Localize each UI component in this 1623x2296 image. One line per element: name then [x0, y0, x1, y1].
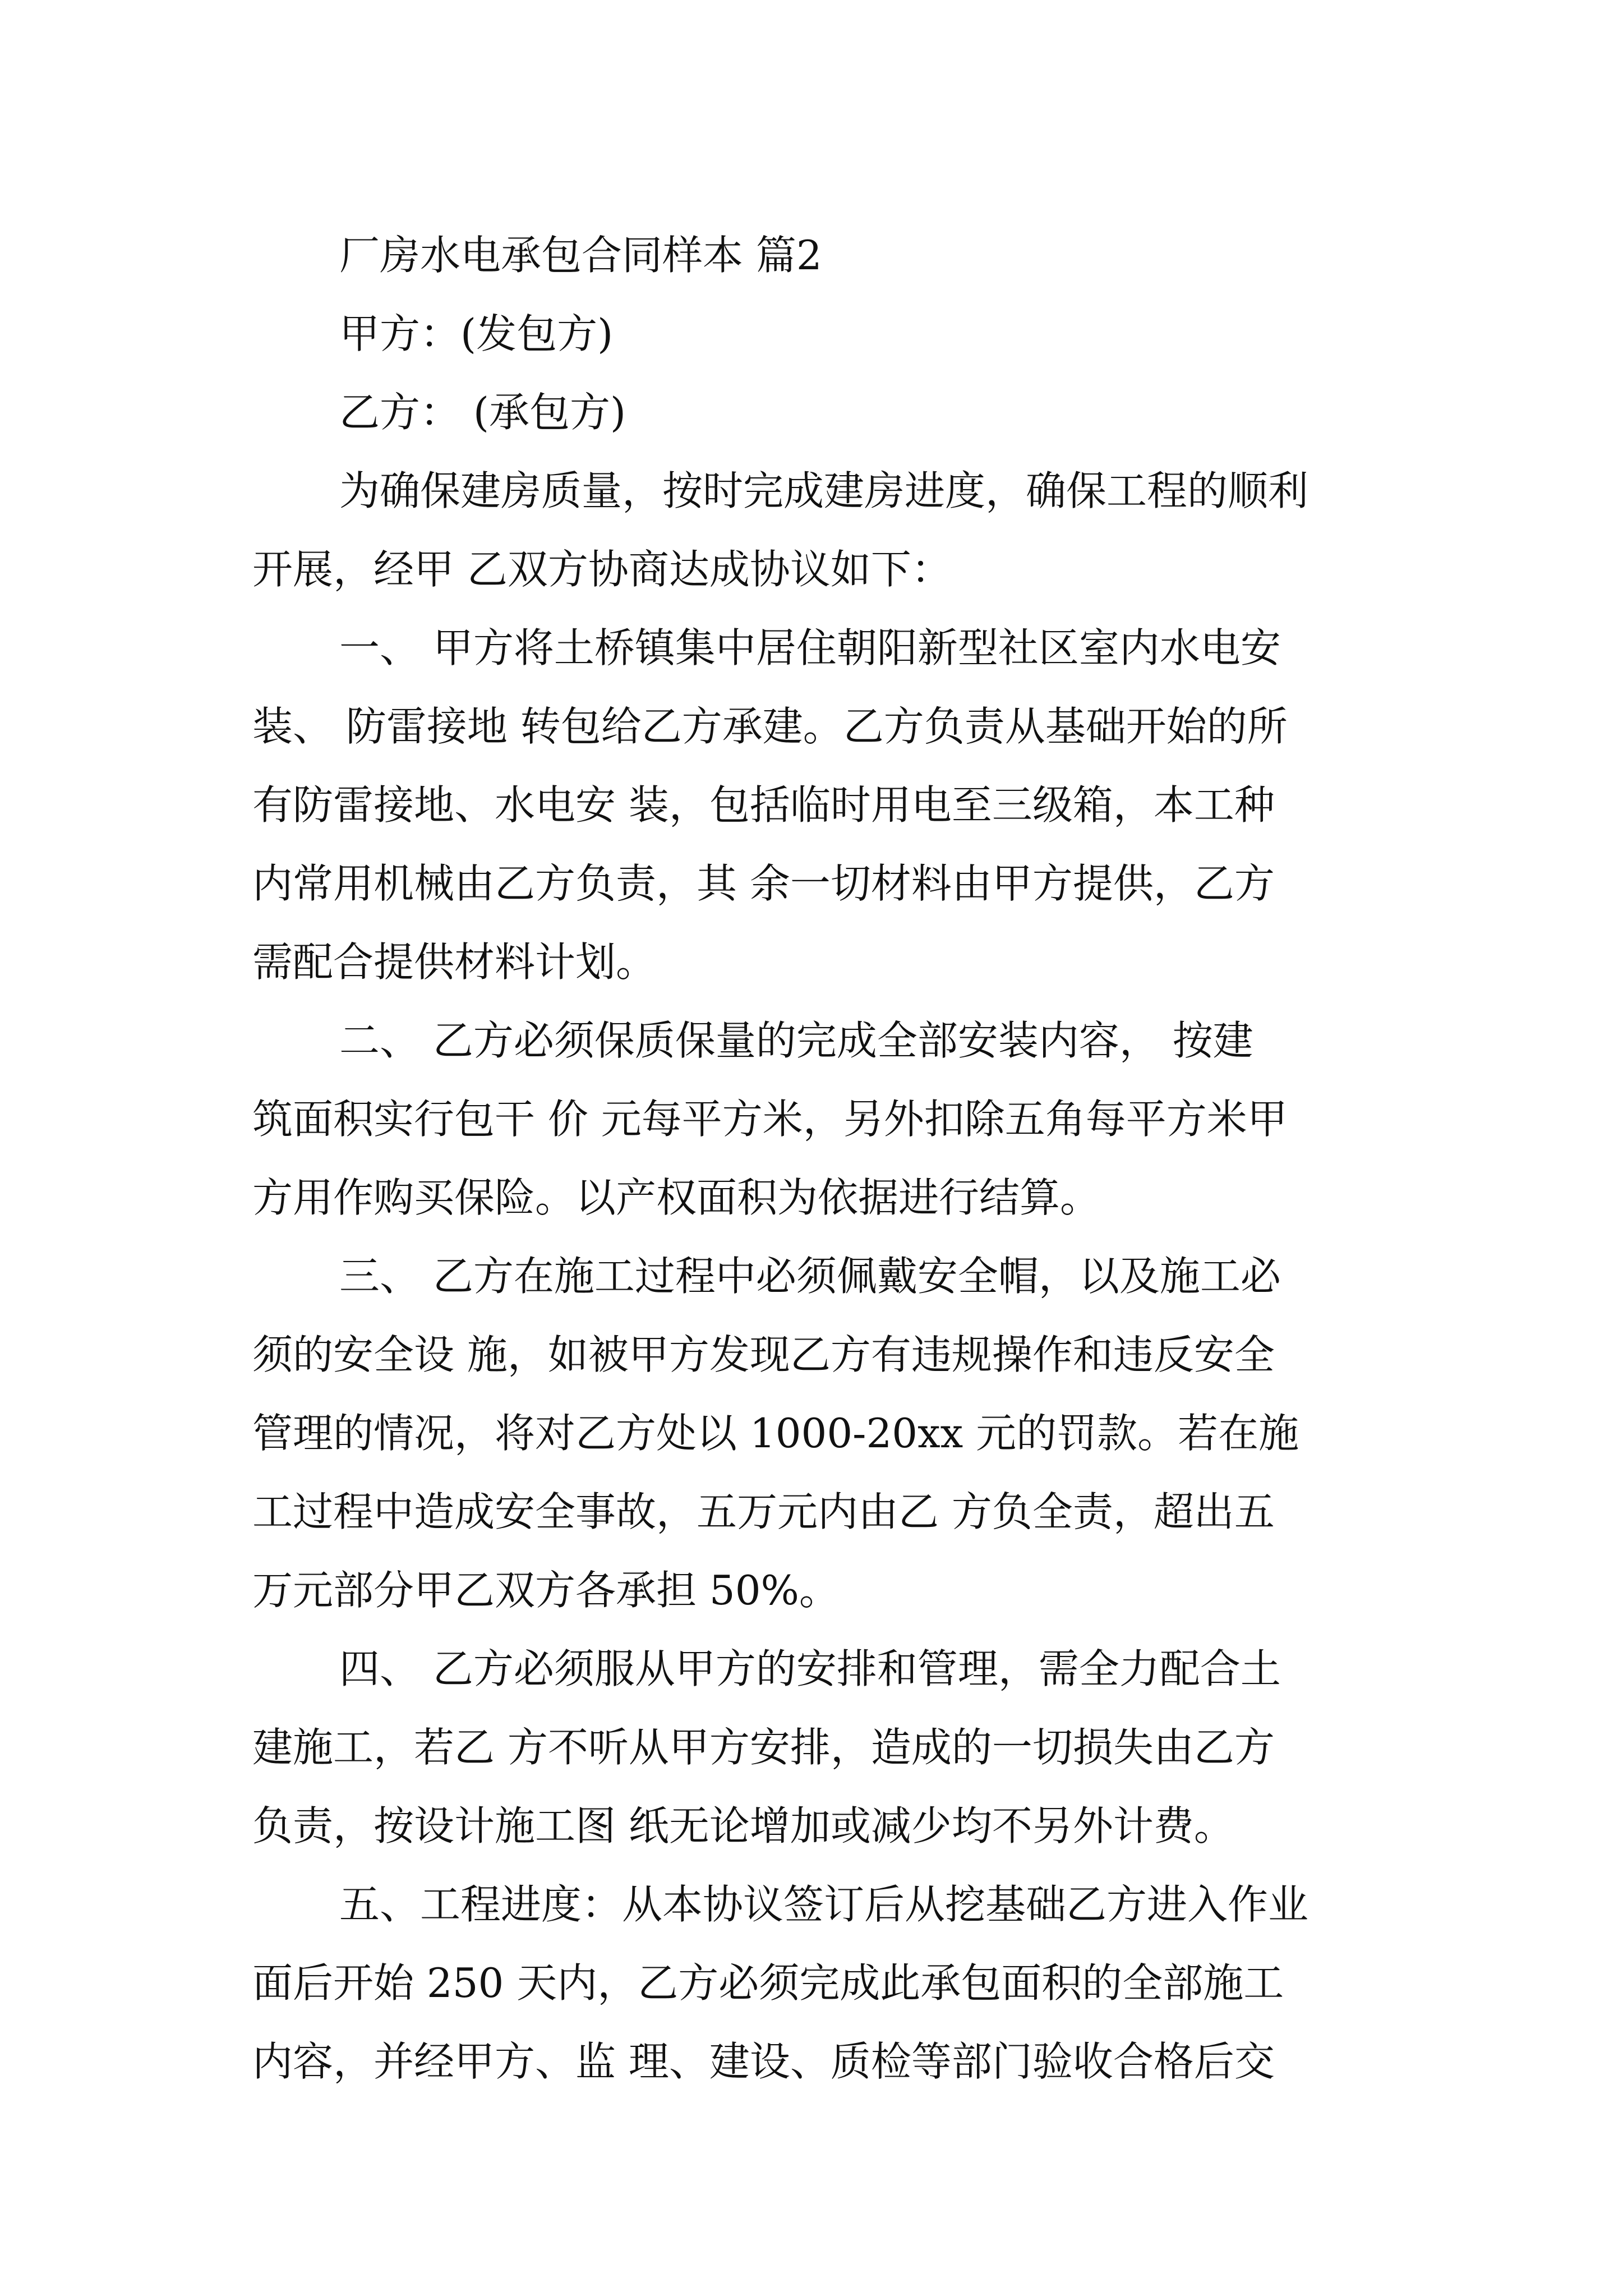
clause-line: 负责，按设计施工图 纸无论增加或减少均不另外计费。	[252, 1802, 1234, 1849]
clause-line: 一、 甲方将土桥镇集中居住朝阳新型社区室内水电安	[339, 624, 1281, 671]
clause-line: 五、工程进度：从本协议签订后从挖基础乙方进入作业	[339, 1881, 1309, 1928]
clause-2	[252, 1001, 1380, 1237]
clause-line: 筑面积实行包干 价 元每平方米，另外扣除五角每平方米甲	[252, 1096, 1288, 1143]
clause-line: 三、 乙方在施工过程中必须佩戴安全帽，以及施工必	[339, 1253, 1281, 1300]
clause-line: 装、 防雷接地 转包给乙方承建。乙方负责从基础开始的所	[252, 703, 1288, 750]
clause-line: 工过程中造成安全事故，五万元内由乙 方负全责，超出五	[252, 1488, 1275, 1535]
document-body	[252, 216, 1380, 2101]
party-a-line: 甲方：(发包方)	[339, 310, 614, 357]
clause-line: 四、 乙方必须服从甲方的安排和管理，需全力配合土	[339, 1645, 1281, 1692]
intro-line: 为确保建房质量，按时完成建房进度，确保工程的顺利	[339, 467, 1309, 514]
clause-line: 须的安全设 施，如被甲方发现乙方有违规操作和违反安全	[252, 1331, 1275, 1378]
clause-line: 需配合提供材料计划。	[252, 938, 657, 986]
clause-line: 有防雷接地、水电安 装，包括临时用电至三级箱，本工种	[252, 781, 1275, 829]
party-b-line: 乙方： (承包方)	[339, 389, 626, 436]
intro-line: 开展，经甲 乙双方协商达成协议如下：	[252, 546, 952, 593]
clause-3	[252, 1237, 1380, 1630]
intro-paragraph	[252, 452, 1380, 609]
clause-line: 万元部分甲乙双方各承担 50%。	[252, 1567, 840, 1614]
clause-line: 内容，并经甲方、监 理、建设、质检等部门验收合格后交	[252, 2038, 1275, 2085]
clause-line: 二、 乙方必须保质保量的完成全部安装内容， 按建	[339, 1017, 1253, 1064]
clause-1	[252, 609, 1380, 1001]
clause-line: 面后开始 250 天内，乙方必须完成此承包面积的全部施工	[252, 1959, 1284, 2007]
clause-line: 管理的情况，将对乙方处以 1000-20xx 元的罚款。若在施	[252, 1410, 1299, 1457]
clause-line: 建施工，若乙 方不听从甲方安排，造成的一切损失由乙方	[252, 1724, 1275, 1771]
clause-line: 内常用机械由乙方负责，其 余一切材料由甲方提供，乙方	[252, 860, 1275, 907]
clause-4	[252, 1630, 1380, 1865]
clause-5	[252, 1865, 1380, 2101]
clause-line: 方用作购买保险。以产权面积为依据进行结算。	[252, 1174, 1101, 1221]
document-title: 厂房水电承包合同样本 篇2	[339, 232, 822, 279]
